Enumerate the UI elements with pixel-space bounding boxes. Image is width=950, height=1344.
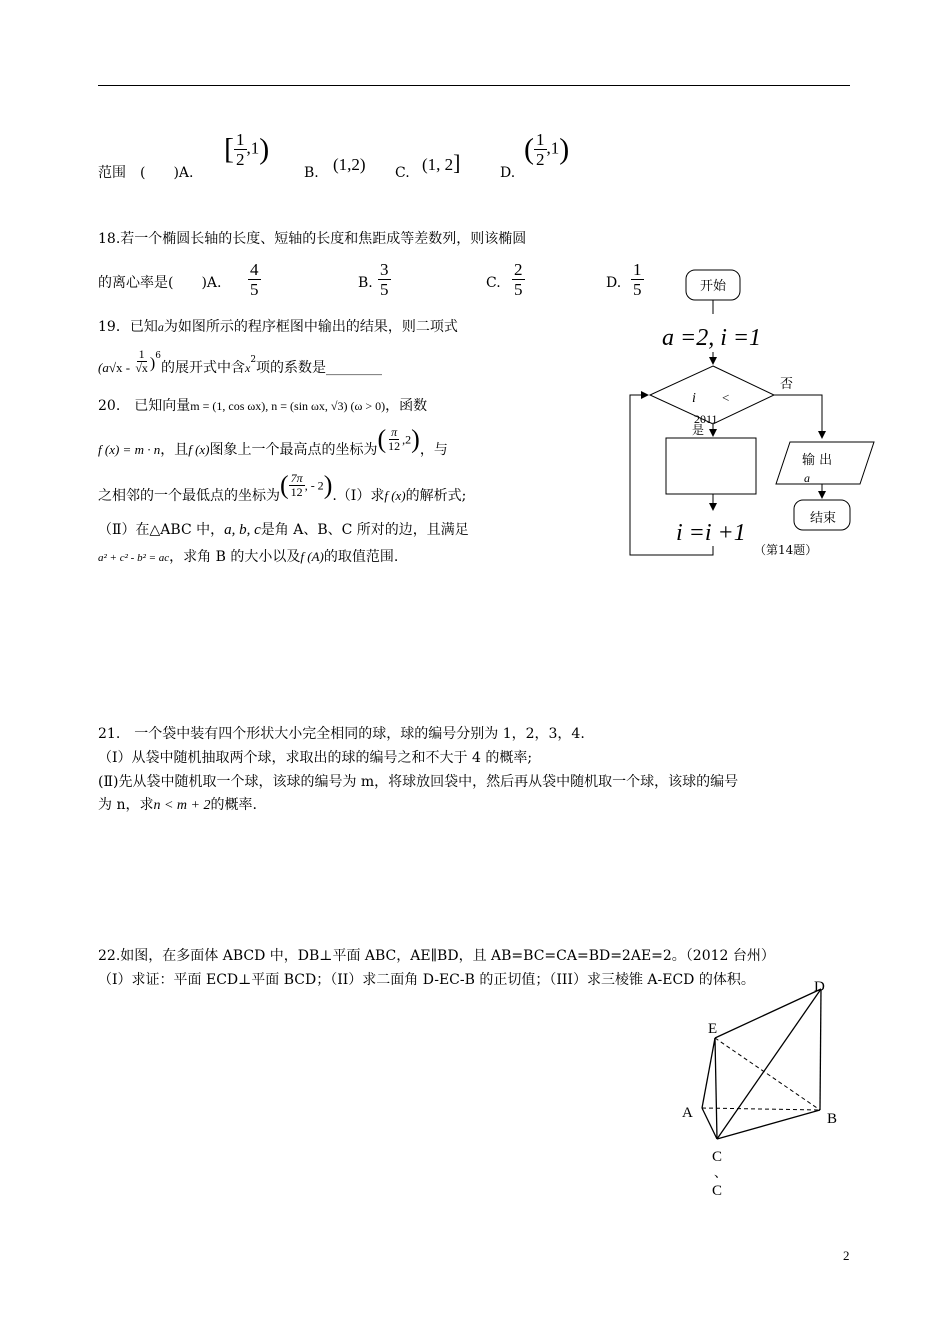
q21-line1: 21. 一个袋中装有四个形状大小完全相同的球，球的编号分别为 1，2，3，4. bbox=[98, 726, 585, 742]
page-number: 2 bbox=[843, 1248, 850, 1263]
label-mark: 、 bbox=[714, 1166, 728, 1181]
q17-c-label: C. bbox=[395, 165, 410, 181]
label-C: C bbox=[712, 1149, 723, 1165]
flow-process-box bbox=[666, 438, 756, 494]
flow-output-var: a bbox=[804, 471, 810, 485]
label-E: E bbox=[708, 1021, 718, 1037]
flow-yes: 是 bbox=[692, 423, 705, 437]
q19-line1: 19．已知a为如图所示的程序框图中输出的结果，则二项式 bbox=[98, 319, 458, 335]
flow-cond-i: i bbox=[692, 391, 696, 406]
q18-d-label: D. bbox=[606, 275, 622, 291]
q20-line1: 20. 已知向量m = (1, cos ωx), n = (sin ωx, √3) (ω > 0)，函数 bbox=[98, 398, 428, 414]
flow-cond-val: 2011 bbox=[694, 412, 718, 426]
flow-init: a =2, i =1 bbox=[662, 325, 762, 351]
q18-option-b: $\frac{3}{5}$ bbox=[380, 260, 389, 299]
q19-line2: (a√x - $\frac{1}{√x}$ )$^6$的展开式中含$x^2$项的系数是________ bbox=[98, 347, 383, 376]
q17-c-value: (1, 2] bbox=[422, 150, 461, 175]
q17-prefix: 范围 ( )A. bbox=[98, 165, 194, 181]
q17-option-a: [ $\frac{1}{2}$ ,1) bbox=[224, 130, 270, 169]
q20-line2: f (x) = m · n，且f (x)图象上一个最高点的坐标为( $\frac{\pi}{12}$ ,2)，与 bbox=[98, 424, 448, 458]
q21-line4: 为 n，求n < m + 2的概率. bbox=[98, 797, 257, 813]
q17-b-label: B. bbox=[304, 165, 319, 181]
q17-option-d: ( $\frac{1}{2}$ ,1) bbox=[524, 130, 570, 169]
q18-options bbox=[98, 260, 658, 306]
flow-end-text: 结束 bbox=[810, 511, 837, 526]
flow-output-text: 输 出 bbox=[802, 453, 833, 468]
q21-line3: (Ⅱ)先从袋中随机取一个球，该球的编号为 m，将球放回袋中，然后再从袋中随机取一个球，该球的编号 bbox=[98, 774, 739, 790]
flow-caption: （第14题） bbox=[754, 543, 818, 557]
label-D: D bbox=[814, 979, 825, 995]
q20-line3: 之相邻的一个最低点的坐标为( $\frac{7\pi}{12}$ , - 2).（Ⅰ）求f (x)的解析式; bbox=[98, 470, 467, 504]
flow-cond-lt: < bbox=[722, 390, 730, 405]
q20-line5: a² + c² - b² = ac，求角 B 的大小以及f (A)的取值范围. bbox=[98, 549, 399, 565]
q18-c-label: C. bbox=[486, 275, 501, 291]
label-C2: C bbox=[712, 1183, 723, 1199]
flowchart bbox=[620, 262, 880, 572]
q18-option-c: $\frac{2}{5}$ bbox=[514, 260, 523, 299]
polyhedron-figure bbox=[670, 975, 850, 1205]
q18-option-d: $\frac{1}{5}$ bbox=[633, 260, 642, 299]
q17-options bbox=[98, 130, 618, 186]
q22-line2: （I）求证：平面 ECD⊥平面 BCD；（II）求二面角 D-EC-B 的正切值；（III）求三棱锥 A-ECD 的体积。 bbox=[98, 972, 755, 988]
q18-option-a: $\frac{4}{5}$ bbox=[250, 260, 259, 299]
q20-line4: （Ⅱ）在△ABC 中，a, b, c是角 A、B、C 所对的边，且满足 bbox=[98, 522, 469, 538]
label-B: B bbox=[827, 1111, 838, 1127]
q18-b-label: B. bbox=[358, 275, 373, 291]
q17-b-value: (1,2) bbox=[333, 155, 366, 174]
header-rule bbox=[98, 85, 850, 86]
q18-prefix: 的离心率是( )A. bbox=[98, 275, 222, 291]
flow-start-text: 开始 bbox=[700, 279, 727, 294]
q18-line1: 18.若一个椭圆长轴的长度、短轴的长度和焦距成等差数列，则该椭圆 bbox=[98, 231, 527, 247]
flow-no: 否 bbox=[780, 377, 794, 392]
q17-d-label: D. bbox=[500, 165, 516, 181]
q22-line1: 22.如图，在多面体 ABCD 中，DB⊥平面 ABC，AE∥BD，且 AB=BC=CA=BD=2AE=2。（2012 台州） bbox=[98, 948, 775, 964]
flow-increment: i =i +1 bbox=[676, 520, 746, 546]
q21-line2: （Ⅰ）从袋中随机抽取两个球，求取出的球的编号之和不大于 4 的概率; bbox=[98, 750, 533, 766]
label-A: A bbox=[682, 1105, 693, 1121]
